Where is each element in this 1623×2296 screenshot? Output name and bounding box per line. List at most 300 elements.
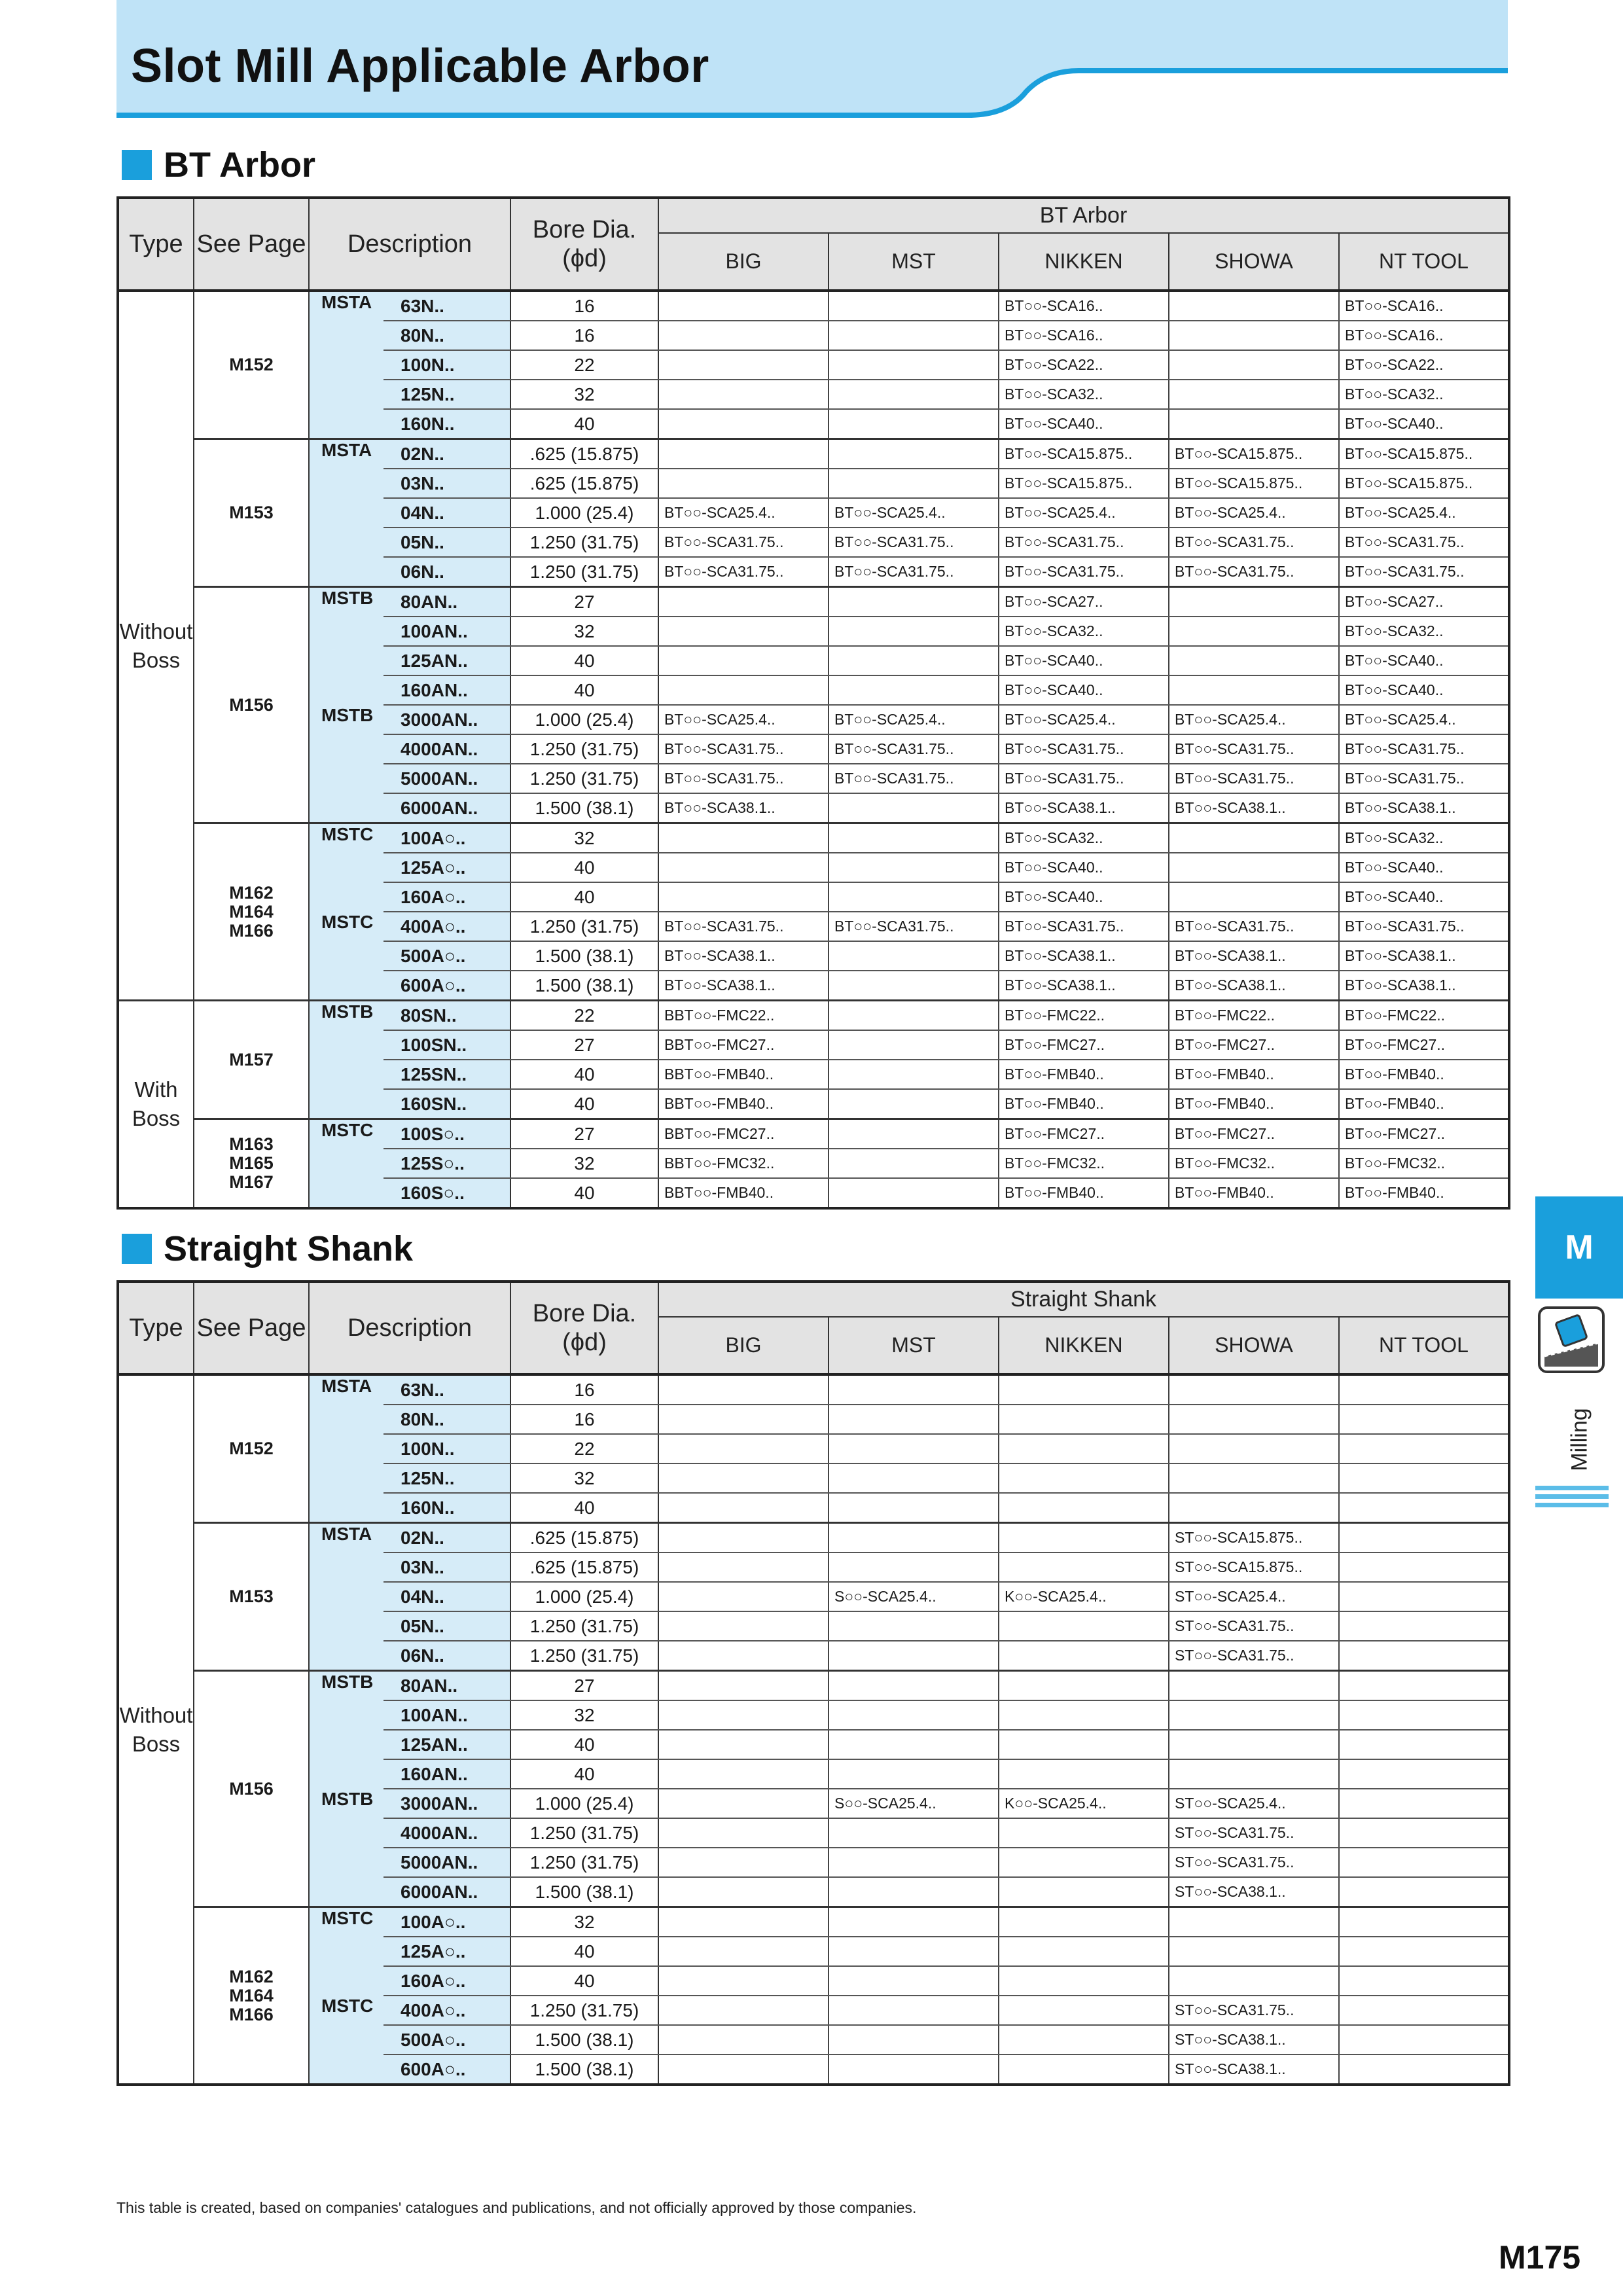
- arbor-cell: [829, 350, 999, 380]
- arbor-cell: BT○○-SCA25.4..: [999, 498, 1169, 528]
- bore-dia-cell: 40: [510, 853, 658, 882]
- arbor-cell: BT○○-FMB40..: [1169, 1178, 1339, 1208]
- model-cell: 5000AN..: [383, 764, 510, 793]
- arbor-cell: [829, 1405, 999, 1434]
- table-row: [118, 1523, 1509, 1553]
- arbor-cell: [829, 1700, 999, 1730]
- arbor-cell: [658, 1877, 829, 1907]
- bore-dia-cell: 40: [510, 1178, 658, 1208]
- arbor-cell: BT○○-SCA31.75..: [999, 734, 1169, 764]
- arbor-cell: [999, 1907, 1169, 1937]
- arbor-cell: [999, 1552, 1169, 1582]
- section-marker-icon: [122, 1234, 152, 1264]
- series-cell: MSTA: [309, 1374, 383, 1523]
- model-cell: 63N..: [383, 291, 510, 321]
- arbor-cell: BT○○-SCA15.875..: [1339, 469, 1509, 498]
- arbor-cell: [658, 2025, 829, 2054]
- maker-header-big: BIG: [658, 1317, 829, 1374]
- arbor-cell: BT○○-SCA31.75..: [829, 528, 999, 557]
- arbor-cell: ST○○-SCA31.75..: [1169, 1996, 1339, 2025]
- arbor-cell: BT○○-SCA31.75..: [829, 557, 999, 587]
- bore-dia-cell: 32: [510, 380, 658, 409]
- arbor-cell: [999, 1759, 1169, 1789]
- arbor-cell: BT○○-SCA32..: [1339, 823, 1509, 853]
- model-cell: 80AN..: [383, 587, 510, 617]
- model-cell: 100AN..: [383, 617, 510, 646]
- bore-dia-cell: 1.500 (38.1): [510, 2054, 658, 2085]
- arbor-cell: [829, 1937, 999, 1966]
- page-ref: M164: [229, 901, 274, 922]
- arbor-cell: BT○○-FMC27..: [1169, 1119, 1339, 1149]
- model-cell: 100S○..: [383, 1119, 510, 1149]
- table-body: [118, 1374, 1509, 2085]
- arbor-cell: BT○○-SCA38.1..: [1169, 941, 1339, 971]
- arbor-cell: BT○○-SCA38.1..: [1339, 971, 1509, 1001]
- arbor-cell: [829, 823, 999, 853]
- arbor-cell: [658, 1405, 829, 1434]
- arbor-cell: [999, 1996, 1169, 2025]
- bore-dia-cell: 22: [510, 350, 658, 380]
- arbor-cell: [829, 793, 999, 823]
- section-tab-m[interactable]: M: [1535, 1196, 1623, 1299]
- bore-dia-cell: 1.250 (31.75): [510, 1641, 658, 1671]
- arbor-cell: [829, 1178, 999, 1208]
- arbor-cell: [1169, 350, 1339, 380]
- arbor-cell: BT○○-FMB40..: [1169, 1060, 1339, 1089]
- arbor-cell: BBT○○-FMC27..: [658, 1030, 829, 1060]
- bore-dia-cell: 40: [510, 1937, 658, 1966]
- arbor-cell: BT○○-FMB40..: [1339, 1178, 1509, 1208]
- arbor-cell: ST○○-SCA31.75..: [1169, 1641, 1339, 1671]
- footnote: This table is created, based on companies' catalogues and publications, and not officially approved by those companies.: [116, 2199, 917, 2216]
- page-ref: M152: [229, 355, 274, 374]
- model-cell: 160A○..: [383, 882, 510, 912]
- model-cell: 02N..: [383, 439, 510, 469]
- arbor-cell: [1339, 1996, 1509, 2025]
- arbor-cell: [658, 1374, 829, 1405]
- arbor-cell: BT○○-SCA40..: [1339, 646, 1509, 675]
- arbor-cell: BT○○-FMC32..: [999, 1149, 1169, 1178]
- model-cell: 160SN..: [383, 1089, 510, 1119]
- maker-header-big: BIG: [658, 233, 829, 291]
- arbor-cell: ST○○-SCA31.75..: [1169, 1818, 1339, 1848]
- arbor-cell: [829, 291, 999, 321]
- arbor-cell: [1169, 1434, 1339, 1463]
- page-number: M175: [1499, 2239, 1581, 2276]
- arbor-cell: [1339, 1463, 1509, 1493]
- bore-dia-unit: (ϕd): [562, 245, 607, 272]
- maker-header-mst: MST: [829, 1317, 999, 1374]
- bore-dia-cell: .625 (15.875): [510, 1523, 658, 1553]
- arbor-cell: [999, 1671, 1169, 1701]
- arbor-cell: [1169, 646, 1339, 675]
- arbor-cell: [1169, 1671, 1339, 1701]
- bore-dia-cell: 1.500 (38.1): [510, 971, 658, 1001]
- arbor-cell: [1169, 1493, 1339, 1523]
- bore-dia-cell: .625 (15.875): [510, 469, 658, 498]
- bore-dia-cell: 40: [510, 646, 658, 675]
- bore-dia-cell: 1.250 (31.75): [510, 1818, 658, 1848]
- model-cell: 02N..: [383, 1523, 510, 1553]
- arbor-cell: BT○○-SCA38.1..: [999, 971, 1169, 1001]
- arbor-cell: BT○○-SCA16..: [1339, 291, 1509, 321]
- model-cell: 125A○..: [383, 1937, 510, 1966]
- bore-dia-cell: 32: [510, 1463, 658, 1493]
- page-ref: M156: [229, 1778, 274, 1799]
- arbor-cell: BT○○-SCA31.75..: [658, 557, 829, 587]
- bore-dia-unit: (ϕd): [562, 1329, 607, 1356]
- arbor-cell: [1339, 1493, 1509, 1523]
- page-ref: M162: [229, 1966, 274, 1986]
- arbor-cell: BT○○-SCA38.1..: [1169, 971, 1339, 1001]
- maker-header-nt-tool: NT TOOL: [1339, 1317, 1509, 1374]
- section-title: Straight Shank: [164, 1229, 414, 1268]
- model-cell: 500A○..: [383, 941, 510, 971]
- maker-header-nikken: NIKKEN: [999, 233, 1169, 291]
- arbor-cell: S○○-SCA25.4..: [829, 1582, 999, 1611]
- bore-dia-cell: 1.250 (31.75): [510, 528, 658, 557]
- series-cell: MSTB: [309, 587, 383, 706]
- arbor-cell: BBT○○-FMB40..: [658, 1089, 829, 1119]
- arbor-cell: BT○○-FMC32..: [1169, 1149, 1339, 1178]
- arbor-cell: BT○○-SCA25.4..: [829, 705, 999, 734]
- see-page-cell: [194, 587, 309, 823]
- arbor-cell: [658, 1759, 829, 1789]
- model-cell: 6000AN..: [383, 1877, 510, 1907]
- model-cell: 160N..: [383, 409, 510, 439]
- model-cell: 100AN..: [383, 1700, 510, 1730]
- model-cell: 500A○..: [383, 2025, 510, 2054]
- arbor-cell: ST○○-SCA15.875..: [1169, 1523, 1339, 1553]
- bore-dia-cell: 40: [510, 1493, 658, 1523]
- arbor-cell: [1169, 853, 1339, 882]
- arbor-cell: [829, 1848, 999, 1877]
- model-cell: 05N..: [383, 528, 510, 557]
- bore-dia-cell: 1.250 (31.75): [510, 1611, 658, 1641]
- arbor-cell: [658, 1789, 829, 1818]
- model-cell: 100A○..: [383, 823, 510, 853]
- arbor-cell: [1339, 1730, 1509, 1759]
- model-cell: 160AN..: [383, 675, 510, 705]
- series-cell: MSTB: [309, 705, 383, 823]
- arbor-cell: ST○○-SCA31.75..: [1169, 1611, 1339, 1641]
- arbor-cell: BT○○-SCA31.75..: [658, 912, 829, 941]
- model-cell: 125N..: [383, 380, 510, 409]
- arbor-cell: [658, 409, 829, 439]
- arbor-cell: [658, 675, 829, 705]
- page-ref: M167: [229, 1172, 274, 1192]
- model-cell: 04N..: [383, 498, 510, 528]
- arbor-cell: BT○○-FMB40..: [1339, 1060, 1509, 1089]
- arbor-cell: [1169, 675, 1339, 705]
- arbor-cell: [829, 1552, 999, 1582]
- arbor-cell: [999, 1463, 1169, 1493]
- arbor-cell: BT○○-FMC27..: [1169, 1030, 1339, 1060]
- arbor-cell: [1339, 1671, 1509, 1701]
- arbor-cell: BT○○-SCA27..: [1339, 587, 1509, 617]
- type-label: Without: [119, 1702, 193, 1727]
- section-title: BT Arbor: [164, 145, 315, 185]
- arbor-cell: [999, 1611, 1169, 1641]
- model-cell: 4000AN..: [383, 734, 510, 764]
- arbor-cell: BT○○-SCA22..: [999, 350, 1169, 380]
- arbor-cell: BT○○-SCA22..: [1339, 350, 1509, 380]
- arbor-cell: [829, 1671, 999, 1701]
- arbor-cell: BBT○○-FMB40..: [658, 1178, 829, 1208]
- arbor-cell: [658, 1552, 829, 1582]
- arbor-cell: BT○○-SCA32..: [999, 823, 1169, 853]
- bore-dia-cell: 1.250 (31.75): [510, 734, 658, 764]
- type-header: Type: [118, 198, 194, 291]
- arbor-cell: [829, 1523, 999, 1553]
- model-cell: 100N..: [383, 1434, 510, 1463]
- bore-dia-cell: 27: [510, 1671, 658, 1701]
- arbor-cell: [829, 1611, 999, 1641]
- page-ref: M153: [229, 1587, 274, 1606]
- arbor-cell: BT○○-SCA31.75..: [1339, 764, 1509, 793]
- arbor-cell: [658, 1730, 829, 1759]
- milling-cutter-icon: [1535, 1304, 1607, 1379]
- arbor-cell: [658, 1434, 829, 1463]
- arbor-cell: BT○○-FMB40..: [999, 1060, 1169, 1089]
- arbor-cell: BT○○-SCA40..: [999, 882, 1169, 912]
- arbor-cell: [658, 1671, 829, 1701]
- arbor-cell: [829, 1434, 999, 1463]
- arbor-cell: BBT○○-FMC22..: [658, 1001, 829, 1031]
- bore-dia-cell: 1.250 (31.75): [510, 912, 658, 941]
- arbor-cell: ST○○-SCA38.1..: [1169, 2025, 1339, 2054]
- see-page-cell: [194, 823, 309, 1001]
- arbor-cell: [658, 1818, 829, 1848]
- bore-dia-header: [510, 1282, 658, 1374]
- arbor-cell: [1169, 1907, 1339, 1937]
- arbor-cell: K○○-SCA25.4..: [999, 1789, 1169, 1818]
- table-row: [118, 439, 1509, 469]
- arbor-cell: BT○○-SCA38.1..: [1339, 793, 1509, 823]
- bore-dia-cell: 40: [510, 1730, 658, 1759]
- type-cell: [118, 1374, 194, 2085]
- arbor-group-header: BT Arbor: [658, 198, 1509, 233]
- maker-header-nikken: NIKKEN: [999, 1317, 1169, 1374]
- model-cell: 05N..: [383, 1611, 510, 1641]
- arbor-cell: [1339, 1641, 1509, 1671]
- series-cell: MSTC: [309, 1996, 383, 2085]
- straight-shank-table: [116, 1280, 1510, 2086]
- arbor-cell: BT○○-SCA40..: [999, 675, 1169, 705]
- arbor-cell: ST○○-SCA38.1..: [1169, 1877, 1339, 1907]
- arbor-cell: [1169, 321, 1339, 350]
- page-ref: M163: [229, 1134, 274, 1154]
- bore-dia-cell: 1.000 (25.4): [510, 705, 658, 734]
- arbor-cell: BT○○-FMC22..: [1339, 1001, 1509, 1031]
- model-cell: 3000AN..: [383, 705, 510, 734]
- arbor-cell: [999, 1405, 1169, 1434]
- arbor-cell: BT○○-SCA31.75..: [658, 528, 829, 557]
- arbor-cell: BT○○-FMB40..: [1169, 1089, 1339, 1119]
- table-row: [118, 1789, 1509, 1818]
- model-cell: 160S○..: [383, 1178, 510, 1208]
- arbor-cell: [658, 291, 829, 321]
- arbor-cell: [999, 2054, 1169, 2085]
- arbor-cell: [829, 617, 999, 646]
- arbor-cell: BT○○-SCA40..: [1339, 409, 1509, 439]
- see-page-header: See Page: [194, 1282, 309, 1374]
- table-row: [118, 1374, 1509, 1405]
- arbor-cell: [1339, 1405, 1509, 1434]
- bore-dia-cell: 1.250 (31.75): [510, 1996, 658, 2025]
- bore-dia-cell: 27: [510, 1030, 658, 1060]
- model-cell: 160N..: [383, 1493, 510, 1523]
- see-page-header: See Page: [194, 198, 309, 291]
- arbor-cell: BT○○-SCA38.1..: [999, 793, 1169, 823]
- model-cell: 80AN..: [383, 1671, 510, 1701]
- arbor-cell: [1339, 1611, 1509, 1641]
- arbor-cell: BT○○-SCA40..: [999, 646, 1169, 675]
- table-row: [118, 1119, 1509, 1149]
- series-cell: MSTC: [309, 1119, 383, 1209]
- arbor-cell: [658, 1937, 829, 1966]
- model-cell: 4000AN..: [383, 1818, 510, 1848]
- arbor-cell: K○○-SCA25.4..: [999, 1582, 1169, 1611]
- arbor-cell: BT○○-SCA38.1..: [1339, 941, 1509, 971]
- arbor-cell: BT○○-SCA27..: [999, 587, 1169, 617]
- arbor-cell: [829, 380, 999, 409]
- see-page-cell: [194, 1001, 309, 1119]
- bore-dia-cell: 40: [510, 409, 658, 439]
- arbor-cell: [658, 1493, 829, 1523]
- arbor-cell: BT○○-SCA31.75..: [658, 764, 829, 793]
- bore-dia-cell: 40: [510, 1060, 658, 1089]
- arbor-cell: [658, 823, 829, 853]
- page-ref: M157: [229, 1049, 274, 1069]
- arbor-cell: [829, 1463, 999, 1493]
- arbor-cell: BT○○-SCA40..: [1339, 882, 1509, 912]
- bore-dia-cell: 27: [510, 587, 658, 617]
- arbor-cell: BBT○○-FMC27..: [658, 1119, 829, 1149]
- arbor-cell: [829, 409, 999, 439]
- arbor-cell: [1169, 409, 1339, 439]
- bore-dia-cell: 1.500 (38.1): [510, 793, 658, 823]
- type-label: Without: [119, 619, 193, 643]
- bore-dia-cell: 32: [510, 1907, 658, 1937]
- arbor-cell: [658, 1966, 829, 1996]
- arbor-cell: [829, 971, 999, 1001]
- model-cell: 03N..: [383, 469, 510, 498]
- arbor-cell: BT○○-FMC22..: [999, 1001, 1169, 1031]
- arbor-cell: [1339, 1434, 1509, 1463]
- arbor-cell: ST○○-SCA15.875..: [1169, 1552, 1339, 1582]
- milling-label: [1567, 1401, 1593, 1479]
- arbor-cell: BT○○-SCA16..: [1339, 321, 1509, 350]
- arbor-cell: BT○○-SCA40..: [999, 853, 1169, 882]
- model-cell: 100N..: [383, 350, 510, 380]
- model-cell: 6000AN..: [383, 793, 510, 823]
- arbor-cell: [658, 853, 829, 882]
- bore-dia-cell: 40: [510, 882, 658, 912]
- arbor-cell: [1339, 1789, 1509, 1818]
- arbor-cell: [658, 587, 829, 617]
- bore-dia-cell: 32: [510, 1700, 658, 1730]
- arbor-cell: [1169, 1405, 1339, 1434]
- bore-dia-label: Bore Dia.: [532, 216, 637, 243]
- arbor-cell: [658, 1907, 829, 1937]
- model-cell: 125N..: [383, 1463, 510, 1493]
- bore-dia-cell: 16: [510, 1405, 658, 1434]
- page-ref: M166: [229, 2004, 274, 2024]
- arbor-cell: [829, 1149, 999, 1178]
- arbor-cell: [658, 1523, 829, 1553]
- model-cell: 125AN..: [383, 646, 510, 675]
- bt-arbor-table: [116, 196, 1510, 1210]
- page-ref: M153: [229, 503, 274, 522]
- arbor-cell: [658, 439, 829, 469]
- page-ref: M156: [229, 694, 274, 715]
- arbor-cell: BT○○-FMC32..: [1339, 1149, 1509, 1178]
- arbor-cell: ST○○-SCA38.1..: [1169, 2054, 1339, 2085]
- bore-dia-cell: 1.000 (25.4): [510, 1582, 658, 1611]
- model-cell: 125SN..: [383, 1060, 510, 1089]
- arbor-cell: [829, 439, 999, 469]
- page-ref: M152: [229, 1439, 274, 1458]
- arbor-cell: [829, 2054, 999, 2085]
- arbor-cell: BT○○-SCA15.875..: [1339, 439, 1509, 469]
- arbor-cell: BT○○-SCA32..: [1339, 380, 1509, 409]
- model-cell: 600A○..: [383, 971, 510, 1001]
- arbor-cell: BT○○-SCA25.4..: [999, 705, 1169, 734]
- arbor-cell: BT○○-SCA31.75..: [1169, 764, 1339, 793]
- model-cell: 600A○..: [383, 2054, 510, 2085]
- arbor-cell: [999, 1818, 1169, 1848]
- arbor-cell: [829, 1030, 999, 1060]
- arbor-cell: [829, 1877, 999, 1907]
- page-ref: M165: [229, 1153, 274, 1173]
- arbor-cell: [658, 1641, 829, 1671]
- arbor-cell: [829, 882, 999, 912]
- model-cell: 80N..: [383, 1405, 510, 1434]
- arbor-cell: BT○○-SCA25.4..: [1339, 705, 1509, 734]
- arbor-cell: BT○○-SCA31.75..: [1169, 557, 1339, 587]
- arbor-cell: [1169, 587, 1339, 617]
- arbor-cell: [658, 1463, 829, 1493]
- arbor-cell: BT○○-SCA31.75..: [1339, 557, 1509, 587]
- bore-dia-cell: 16: [510, 321, 658, 350]
- model-cell: 80SN..: [383, 1001, 510, 1031]
- model-cell: 160A○..: [383, 1966, 510, 1996]
- arbor-cell: BT○○-FMC27..: [1339, 1030, 1509, 1060]
- arbor-cell: BT○○-SCA31.75..: [1339, 912, 1509, 941]
- arbor-cell: [999, 1641, 1169, 1671]
- arbor-cell: [829, 1818, 999, 1848]
- arbor-cell: [829, 321, 999, 350]
- arbor-cell: BT○○-SCA25.4..: [658, 705, 829, 734]
- model-cell: 04N..: [383, 1582, 510, 1611]
- arbor-cell: BT○○-SCA31.75..: [1169, 734, 1339, 764]
- table-row: [118, 1996, 1509, 2025]
- model-cell: 06N..: [383, 557, 510, 587]
- arbor-cell: BT○○-FMC22..: [1169, 1001, 1339, 1031]
- series-cell: MSTB: [309, 1671, 383, 1789]
- bore-dia-cell: .625 (15.875): [510, 1552, 658, 1582]
- arbor-cell: [829, 2025, 999, 2054]
- arbor-cell: BT○○-SCA40..: [1339, 853, 1509, 882]
- bore-dia-cell: 32: [510, 1149, 658, 1178]
- arbor-cell: [999, 1700, 1169, 1730]
- page-ref: M166: [229, 920, 274, 941]
- arbor-cell: [1339, 1374, 1509, 1405]
- arbor-cell: BT○○-SCA32..: [999, 617, 1169, 646]
- model-cell: 80N..: [383, 321, 510, 350]
- arbor-cell: ST○○-SCA31.75..: [1169, 1848, 1339, 1877]
